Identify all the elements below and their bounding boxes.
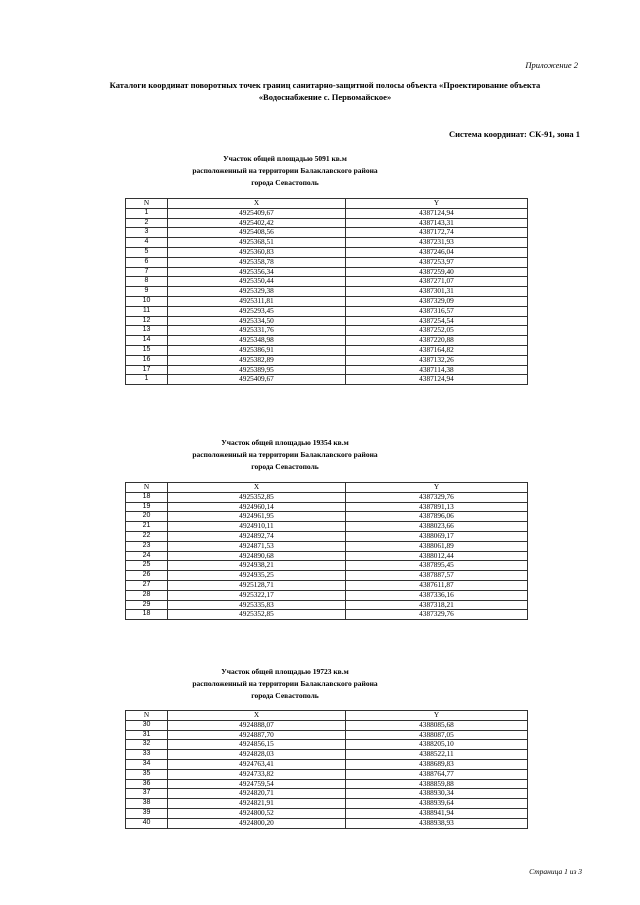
cell-y: 4388069,17 xyxy=(346,531,528,541)
cell-y: 4388023,66 xyxy=(346,522,528,532)
cell-n: 6 xyxy=(126,257,168,267)
table-row xyxy=(126,590,528,600)
table-header-row xyxy=(126,711,528,721)
table-row xyxy=(126,375,528,385)
cell-y: 4388085,68 xyxy=(346,720,528,730)
cell-n: 19 xyxy=(126,502,168,512)
cell-x: 4924888,07 xyxy=(168,720,346,730)
table-row xyxy=(126,512,528,522)
column-header-x: X xyxy=(168,199,346,209)
table-row xyxy=(126,238,528,248)
cell-n: 18 xyxy=(126,610,168,620)
cell-x: 4925352,85 xyxy=(168,610,346,620)
cell-y: 4387336,16 xyxy=(346,590,528,600)
table-row xyxy=(126,531,528,541)
table-row xyxy=(126,287,528,297)
cell-x: 4925408,56 xyxy=(168,228,346,238)
cell-x: 4925382,89 xyxy=(168,355,346,365)
cell-n: 13 xyxy=(126,326,168,336)
cell-n: 30 xyxy=(126,720,168,730)
table-row xyxy=(126,789,528,799)
coordinate-system-label: Система координат: СК-91, зона 1 xyxy=(448,129,580,139)
cell-y: 4387246,04 xyxy=(346,247,528,257)
appendix-label: Приложение 2 xyxy=(525,60,578,70)
cell-x: 4925352,85 xyxy=(168,492,346,502)
column-header-n: N xyxy=(126,711,168,721)
cell-x: 4925311,81 xyxy=(168,296,346,306)
cell-y: 4388859,88 xyxy=(346,779,528,789)
cell-x: 4924821,91 xyxy=(168,799,346,809)
table-row xyxy=(126,355,528,365)
cell-x: 4924800,52 xyxy=(168,808,346,818)
column-header-y: Y xyxy=(346,711,528,721)
cell-x: 4925128,71 xyxy=(168,580,346,590)
cell-n: 18 xyxy=(126,492,168,502)
cell-y: 4387271,07 xyxy=(346,277,528,287)
table-row xyxy=(126,580,528,590)
section-heading-line-1: Участок общей площадью 5091 кв.м xyxy=(223,154,347,163)
coordinates-table-2 xyxy=(125,482,528,620)
table-row xyxy=(126,326,528,336)
column-header-n: N xyxy=(126,483,168,493)
cell-x: 4925360,83 xyxy=(168,247,346,257)
cell-y: 4387132,26 xyxy=(346,355,528,365)
cell-n: 27 xyxy=(126,580,168,590)
cell-x: 4924759,54 xyxy=(168,779,346,789)
cell-n: 31 xyxy=(126,730,168,740)
cell-y: 4388012,44 xyxy=(346,551,528,561)
cell-x: 4924856,15 xyxy=(168,740,346,750)
cell-y: 4387896,06 xyxy=(346,512,528,522)
table-row xyxy=(126,561,528,571)
table-row xyxy=(126,296,528,306)
cell-n: 9 xyxy=(126,287,168,297)
document-title xyxy=(60,79,590,103)
section-2-heading xyxy=(150,437,420,473)
cell-n: 17 xyxy=(126,365,168,375)
cell-n: 1 xyxy=(126,375,168,385)
cell-y: 4387231,93 xyxy=(346,238,528,248)
cell-x: 4925368,51 xyxy=(168,238,346,248)
column-header-x: X xyxy=(168,483,346,493)
cell-y: 4388087,05 xyxy=(346,730,528,740)
table-row xyxy=(126,799,528,809)
column-header-y: Y xyxy=(346,199,528,209)
table-row xyxy=(126,541,528,551)
cell-y: 4387895,45 xyxy=(346,561,528,571)
coordinates-table-1 xyxy=(125,198,528,385)
cell-y: 4388930,34 xyxy=(346,789,528,799)
section-heading-line-1: Участок общей площадью 19354 кв.м xyxy=(221,438,349,447)
cell-y: 4388522,11 xyxy=(346,750,528,760)
column-header-y: Y xyxy=(346,483,528,493)
cell-x: 4925293,45 xyxy=(168,306,346,316)
table-row xyxy=(126,522,528,532)
title-line-2: «Водоснабжение с. Первомайское» xyxy=(258,92,392,102)
cell-n: 28 xyxy=(126,590,168,600)
cell-x: 4925322,17 xyxy=(168,590,346,600)
table-row xyxy=(126,720,528,730)
cell-x: 4925356,34 xyxy=(168,267,346,277)
coordinates-table-3 xyxy=(125,710,528,829)
cell-y: 4388764,77 xyxy=(346,769,528,779)
cell-x: 4924892,74 xyxy=(168,531,346,541)
table-row xyxy=(126,247,528,257)
cell-n: 25 xyxy=(126,561,168,571)
cell-y: 4387220,88 xyxy=(346,336,528,346)
cell-n: 7 xyxy=(126,267,168,277)
cell-x: 4925409,67 xyxy=(168,208,346,218)
cell-y: 4387124,94 xyxy=(346,375,528,385)
section-heading-line-2: расположенный на территории Балаклавского района xyxy=(192,450,378,459)
cell-n: 37 xyxy=(126,789,168,799)
cell-n: 12 xyxy=(126,316,168,326)
column-header-n: N xyxy=(126,199,168,209)
table-row xyxy=(126,759,528,769)
cell-x: 4925335,83 xyxy=(168,600,346,610)
cell-x: 4924960,14 xyxy=(168,502,346,512)
table-row xyxy=(126,600,528,610)
cell-x: 4925329,38 xyxy=(168,287,346,297)
cell-n: 35 xyxy=(126,769,168,779)
table-row xyxy=(126,228,528,238)
cell-y: 4388939,64 xyxy=(346,799,528,809)
cell-n: 16 xyxy=(126,355,168,365)
table-row xyxy=(126,779,528,789)
cell-n: 4 xyxy=(126,238,168,248)
cell-y: 4388061,89 xyxy=(346,541,528,551)
cell-y: 4387124,94 xyxy=(346,208,528,218)
cell-y: 4387114,38 xyxy=(346,365,528,375)
cell-x: 4924938,21 xyxy=(168,561,346,571)
section-heading-line-3: города Севастополь xyxy=(251,178,319,187)
table-row xyxy=(126,571,528,581)
cell-x: 4925409,67 xyxy=(168,375,346,385)
cell-n: 38 xyxy=(126,799,168,809)
table-row xyxy=(126,365,528,375)
table-row xyxy=(126,730,528,740)
table-row xyxy=(126,750,528,760)
cell-y: 4387252,05 xyxy=(346,326,528,336)
cell-n: 2 xyxy=(126,218,168,228)
cell-x: 4924961,95 xyxy=(168,512,346,522)
section-heading-line-2: расположенный на территории Балаклавского района xyxy=(192,679,378,688)
table-row xyxy=(126,502,528,512)
cell-y: 4387172,74 xyxy=(346,228,528,238)
cell-n: 5 xyxy=(126,247,168,257)
cell-n: 14 xyxy=(126,336,168,346)
table-row xyxy=(126,769,528,779)
cell-y: 4387611,87 xyxy=(346,580,528,590)
cell-n: 8 xyxy=(126,277,168,287)
cell-x: 4924910,11 xyxy=(168,522,346,532)
cell-y: 4388689,83 xyxy=(346,759,528,769)
cell-n: 33 xyxy=(126,750,168,760)
table-row xyxy=(126,610,528,620)
cell-x: 4925350,44 xyxy=(168,277,346,287)
cell-n: 22 xyxy=(126,531,168,541)
cell-x: 4925389,95 xyxy=(168,365,346,375)
cell-y: 4387891,13 xyxy=(346,502,528,512)
table-row xyxy=(126,345,528,355)
table-row xyxy=(126,336,528,346)
table-row xyxy=(126,306,528,316)
table-row xyxy=(126,316,528,326)
cell-y: 4387887,57 xyxy=(346,571,528,581)
section-heading-line-1: Участок общей площадью 19723 кв.м xyxy=(221,667,349,676)
cell-x: 4924890,68 xyxy=(168,551,346,561)
section-3-heading xyxy=(150,666,420,702)
cell-n: 20 xyxy=(126,512,168,522)
cell-n: 3 xyxy=(126,228,168,238)
table-row xyxy=(126,492,528,502)
cell-x: 4924828,03 xyxy=(168,750,346,760)
cell-n: 32 xyxy=(126,740,168,750)
table-row xyxy=(126,277,528,287)
cell-y: 4387329,76 xyxy=(346,610,528,620)
cell-n: 39 xyxy=(126,808,168,818)
table-row xyxy=(126,551,528,561)
cell-y: 4387329,76 xyxy=(346,492,528,502)
table-row xyxy=(126,808,528,818)
cell-n: 1 xyxy=(126,208,168,218)
section-heading-line-3: города Севастополь xyxy=(251,691,319,700)
cell-y: 4387143,31 xyxy=(346,218,528,228)
table-row xyxy=(126,257,528,267)
cell-x: 4925386,91 xyxy=(168,345,346,355)
table-header-row xyxy=(126,483,528,493)
cell-x: 4924887,70 xyxy=(168,730,346,740)
table-header-row xyxy=(126,199,528,209)
table-row xyxy=(126,267,528,277)
cell-y: 4388941,94 xyxy=(346,808,528,818)
cell-x: 4924800,20 xyxy=(168,818,346,828)
cell-n: 24 xyxy=(126,551,168,561)
cell-x: 4924763,41 xyxy=(168,759,346,769)
section-1-heading xyxy=(150,153,420,189)
cell-n: 29 xyxy=(126,600,168,610)
cell-y: 4387254,54 xyxy=(346,316,528,326)
cell-x: 4924935,25 xyxy=(168,571,346,581)
cell-n: 23 xyxy=(126,541,168,551)
cell-x: 4925402,42 xyxy=(168,218,346,228)
cell-x: 4925358,78 xyxy=(168,257,346,267)
cell-n: 11 xyxy=(126,306,168,316)
section-heading-line-3: города Севастополь xyxy=(251,462,319,471)
cell-x: 4924871,53 xyxy=(168,541,346,551)
table-row xyxy=(126,218,528,228)
cell-y: 4387318,21 xyxy=(346,600,528,610)
cell-y: 4387329,09 xyxy=(346,296,528,306)
cell-n: 34 xyxy=(126,759,168,769)
cell-x: 4925331,76 xyxy=(168,326,346,336)
cell-n: 40 xyxy=(126,818,168,828)
cell-n: 21 xyxy=(126,522,168,532)
cell-y: 4387164,82 xyxy=(346,345,528,355)
title-line-1: Каталоги координат поворотных точек границ санитарно-защитной полосы объекта «Проектирование объекта xyxy=(109,80,541,90)
cell-y: 4387301,31 xyxy=(346,287,528,297)
cell-y: 4388938,93 xyxy=(346,818,528,828)
cell-n: 10 xyxy=(126,296,168,306)
cell-y: 4387259,40 xyxy=(346,267,528,277)
column-header-x: X xyxy=(168,711,346,721)
section-heading-line-2: расположенный на территории Балаклавского района xyxy=(192,166,378,175)
cell-n: 26 xyxy=(126,571,168,581)
cell-x: 4925334,50 xyxy=(168,316,346,326)
cell-x: 4924733,82 xyxy=(168,769,346,779)
cell-y: 4387253,97 xyxy=(346,257,528,267)
cell-x: 4925348,98 xyxy=(168,336,346,346)
cell-y: 4387316,57 xyxy=(346,306,528,316)
cell-y: 4388205,10 xyxy=(346,740,528,750)
cell-n: 15 xyxy=(126,345,168,355)
table-row xyxy=(126,818,528,828)
page-number: Страница 1 из 3 xyxy=(529,867,582,876)
cell-x: 4924820,71 xyxy=(168,789,346,799)
table-row xyxy=(126,740,528,750)
cell-n: 36 xyxy=(126,779,168,789)
table-row xyxy=(126,208,528,218)
